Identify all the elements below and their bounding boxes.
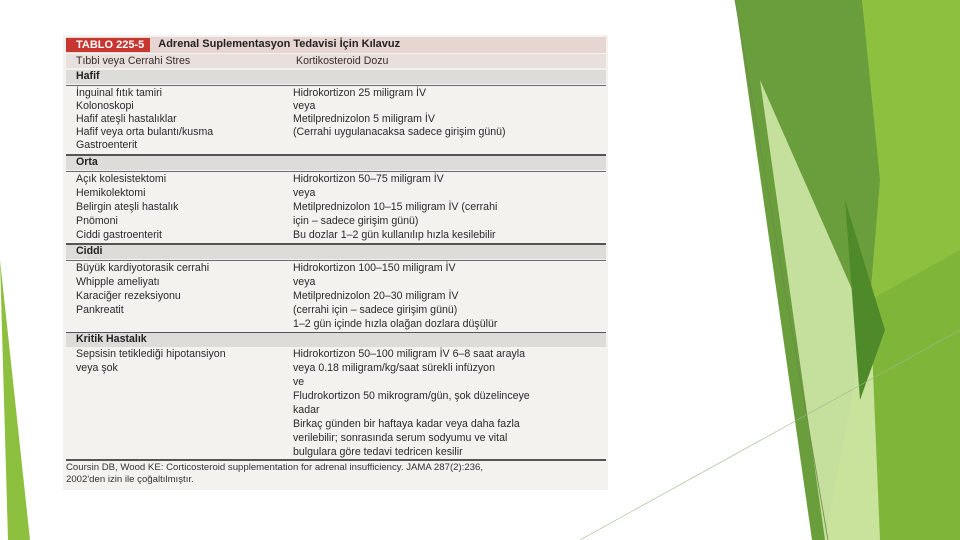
table-cell: Kolonoskopi (76, 100, 134, 112)
table-cell: Büyük kardiyotorasik cerrahi (76, 262, 210, 274)
table-cell: Metilprednizolon 10–15 miligram İV (cerrahi (293, 201, 498, 213)
table-cell: ve (293, 376, 305, 388)
section-divider (66, 260, 606, 261)
table-cell: Belirgin ateşli hastalık (76, 201, 179, 213)
table-cell: veya şok (76, 362, 118, 374)
table-cell: Hidrokortizon 25 miligram İV (293, 87, 427, 99)
table-cell: Hemikolektomi (76, 187, 146, 199)
table-cell: Birkaç günden bir haftaya kadar veya daha fazla (293, 418, 520, 430)
column-header-stress: Tıbbi veya Cerrahi Stres (76, 55, 191, 67)
table-title-bar (66, 37, 606, 53)
column-header-dose: Kortikosteroid Dozu (296, 55, 389, 67)
table-cell: Pnömoni (76, 215, 118, 227)
table-cell: veya (293, 100, 316, 112)
table-cell: Karaciğer rezeksiyonu (76, 290, 181, 302)
table-cell: Sepsisin tetiklediği hipotansiyon (76, 348, 226, 360)
table-cell: Hafif veya orta bulantı/kusma (76, 126, 214, 138)
table-cell: 1–2 gün içinde hızla olağan dozlara düşülür (293, 318, 498, 330)
table-cell: veya (293, 276, 316, 288)
table-cell: (Cerrahi uygulanacaksa sadece girişim günü) (293, 126, 506, 138)
table-cell: Metilprednizolon 20–30 miligram İV (293, 290, 459, 302)
table-cell: verilebilir; sonrasında serum sodyumu ve vital (293, 432, 508, 444)
section-title-orta: Orta (66, 156, 606, 170)
table-cell: veya 0.18 miligram/kg/saat sürekli infüzyon (293, 362, 495, 374)
table-cell: Bu dozlar 1–2 gün kullanılıp hızla kesilebilir (293, 229, 496, 241)
section-title-hafif: Hafif (66, 70, 606, 84)
table-cell: Hafif ateşli hastalıklar (76, 113, 177, 125)
table-title: Adrenal Suplementasyon Tedavisi İçin Kılavuz (158, 38, 401, 51)
green-shape-left (0, 260, 30, 540)
table-cell: Pankreatit (76, 304, 124, 316)
table-cell: Hidrokortizon 50–100 miligram İV 6–8 saat arayla (293, 348, 526, 360)
table-cell: (cerrahi için – sadece girişim günü) (293, 304, 458, 316)
table-cell: Açık kolesistektomi (76, 173, 167, 185)
table-cell: veya (293, 187, 316, 199)
table-cell: Whipple ameliyatı (76, 276, 160, 288)
section-divider (66, 85, 606, 86)
table-bottom-rule (66, 459, 606, 461)
section-title-ciddi: Ciddi (66, 245, 606, 259)
table-cell: kadar (293, 404, 320, 416)
table-cell: Fludrokortizon 50 mikrogram/gün, şok düzelinceye (293, 390, 530, 402)
table-cell: İnguinal fıtık tamiri (76, 87, 162, 99)
table-cell: Ciddi gastroenterit (76, 229, 162, 241)
citation-line: 2002'den izin ile çoğaltılmıştır. (66, 474, 194, 485)
section-title-kritik: Kritik Hastalık (66, 333, 606, 347)
table-cell: bulgulara göre tedavi tedricen kesilir (293, 446, 463, 458)
table-document (63, 35, 608, 490)
green-shape-mid (870, 250, 960, 540)
table-cell: için – sadece girişim günü) (293, 215, 419, 227)
citation-line: Coursin DB, Wood KE: Corticosteroid supplementation for adrenal insufficiency. JAMA 287(2):236, (66, 462, 484, 473)
table-cell: Gastroenterit (76, 139, 138, 151)
table-number-tag: TABLO 225-5 (66, 38, 150, 52)
table-citation (66, 462, 606, 486)
section-divider (66, 171, 606, 172)
table-cell: Metilprednizolon 5 miligram İV (293, 113, 435, 125)
table-cell: Hidrokortizon 100–150 miligram İV (293, 262, 456, 274)
table-cell: Hidrokortizon 50–75 miligram İV (293, 173, 444, 185)
column-header-row (66, 54, 606, 68)
